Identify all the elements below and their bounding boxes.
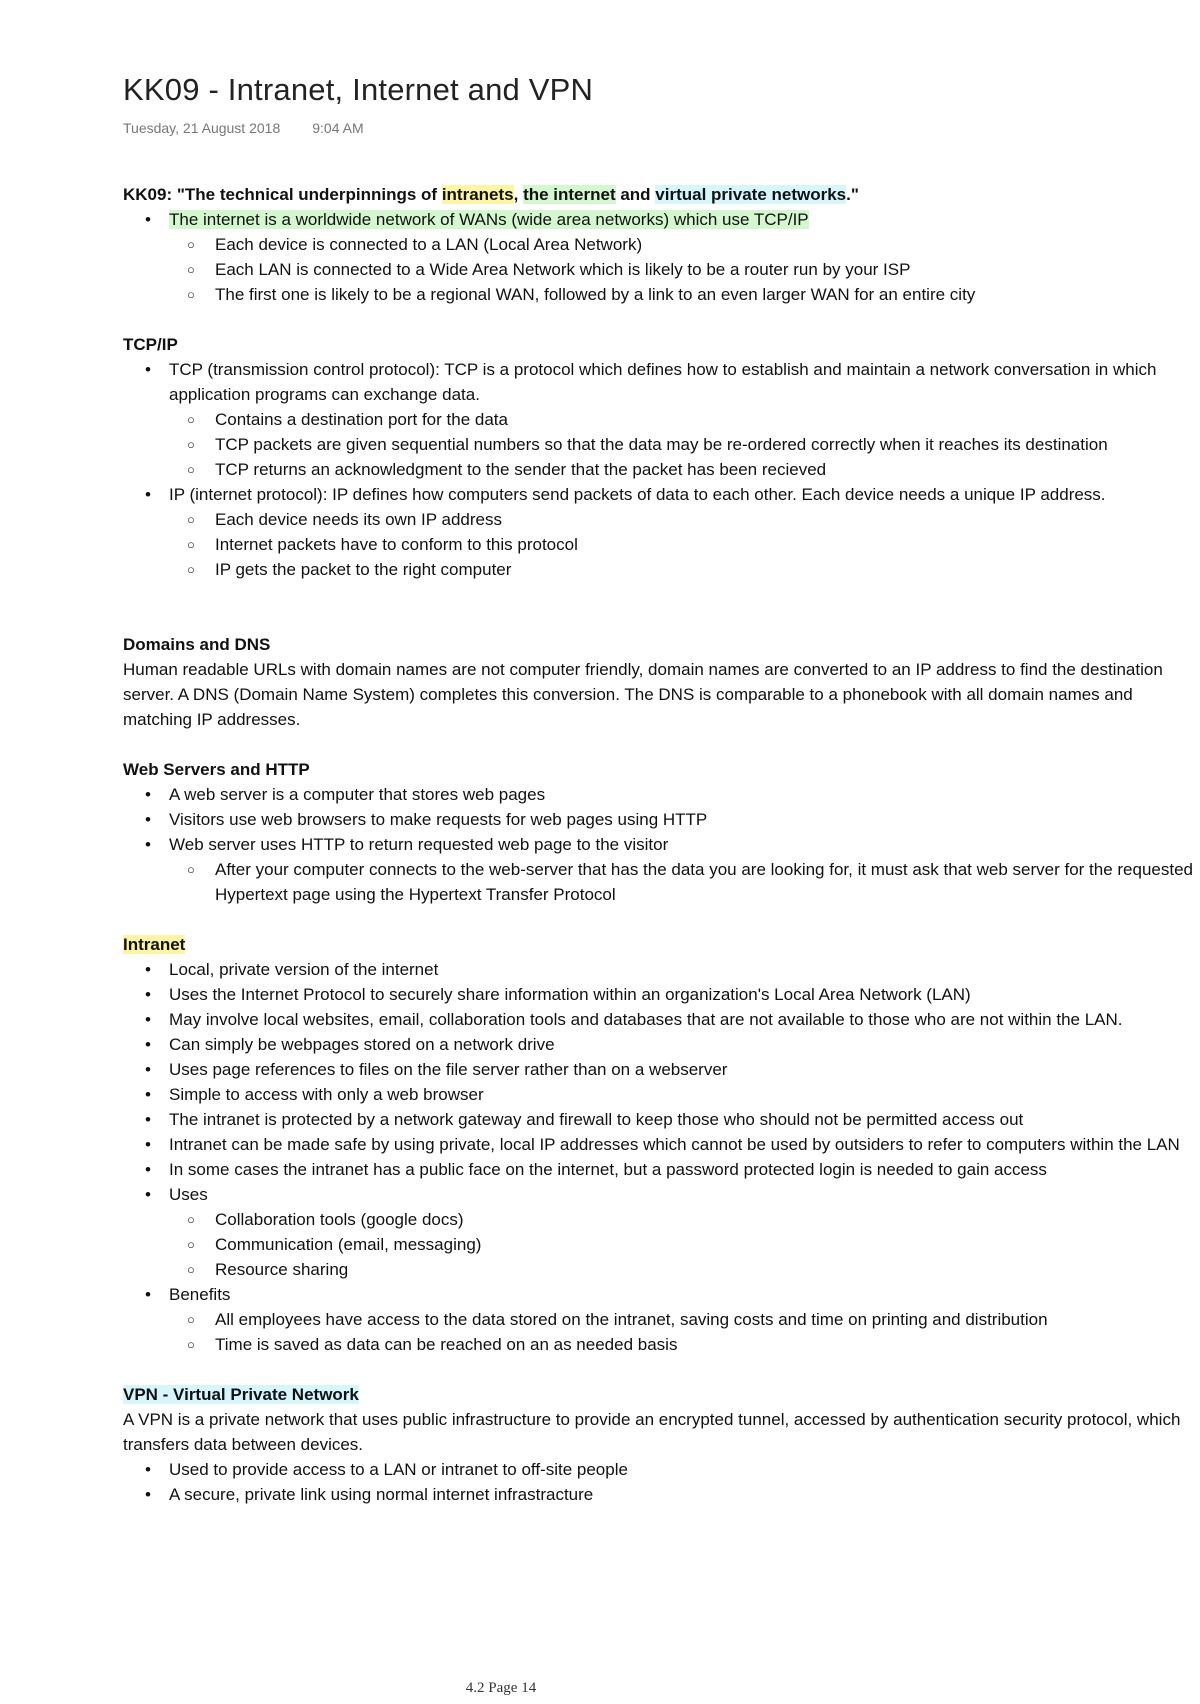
highlight-internet: the internet — [523, 185, 616, 204]
kk09-list — [123, 207, 1193, 307]
tcp-sublist — [169, 407, 1193, 482]
list-item — [123, 1282, 1193, 1357]
list-item: • Intranet can be made safe by using private, local IP addresses which cannot be used by outsiders to refer to computers within the LAN — [123, 1132, 1193, 1157]
intranet-list — [123, 957, 1193, 1357]
kk09-comma: , — [513, 185, 524, 204]
tcp-text: TCP (transmission control protocol): TCP is a protocol which defines how to establish and maintain a network conversation in which application programs can exchange data. — [169, 360, 1157, 404]
vpn-paragraph: A VPN is a private network that uses public infrastructure to provide an encrypted tunnel, accessed by authentication security protocol, which transfers data between devices. — [123, 1410, 1181, 1454]
list-item: • In some cases the intranet has a public face on the internet, but a password protected login is needed to gain access — [123, 1157, 1193, 1182]
page-title: KK09 - Intranet, Internet and VPN — [123, 72, 594, 107]
list-item: • Visitors use web browsers to make requests for web pages using HTTP — [123, 807, 1193, 832]
tcpip-list — [123, 357, 1193, 582]
list-item: • Uses page references to files on the file server rather than on a webserver — [123, 1057, 1193, 1082]
list-item: ○ Collaboration tools (google docs) — [123, 1207, 1193, 1232]
page-date: Tuesday, 21 August 2018 — [123, 120, 281, 136]
note-content — [123, 182, 1193, 1507]
list-item: ○ Time is saved as data can be reached on an as needed basis — [123, 1332, 1193, 1357]
list-item: • Used to provide access to a LAN or intranet to off-site people — [123, 1457, 1193, 1482]
vpn-heading — [123, 1382, 1193, 1407]
list-item: ○ The first one is likely to be a regional WAN, followed by a link to an even larger WAN for an entire city — [123, 282, 1193, 307]
list-item: ○ After your computer connects to the web-server that has the data you are looking for, it must ask that web server for the requested Hypertext page using the Hypertext Transfer Protocol — [123, 857, 1193, 907]
web-heading: Web Servers and HTTP — [123, 760, 310, 779]
list-item: • Can simply be webpages stored on a network drive — [123, 1032, 1193, 1057]
internet-definition: The internet is a worldwide network of WANs (wide area networks) which use TCP/IP — [169, 210, 809, 229]
kk09-sublist — [169, 232, 1193, 307]
kk09-prefix: KK09: "The technical underpinnings of — [123, 185, 442, 204]
kk09-and: and — [615, 185, 656, 204]
list-item: ○ Communication (email, messaging) — [123, 1232, 1193, 1257]
kk09-suffix: ." — [846, 185, 859, 204]
list-item: • A web server is a computer that stores web pages — [123, 782, 1193, 807]
highlight-vpn: virtual private networks — [655, 185, 847, 204]
list-item: • The intranet is protected by a network gateway and firewall to keep those who should not be permitted access out — [123, 1107, 1193, 1132]
ip-text: IP (internet protocol): IP defines how computers send packets of data to each other. Each device needs a unique IP address. — [169, 485, 1106, 504]
document-page — [123, 70, 1193, 1507]
benefits-label: Benefits — [169, 1285, 231, 1304]
intranet-heading — [123, 932, 1193, 957]
web-list — [123, 782, 1193, 907]
list-item: • Uses the Internet Protocol to securely share information within an organization's Local Area Network (LAN) — [123, 982, 1193, 1007]
list-item: ○ IP gets the packet to the right computer — [123, 557, 1193, 582]
benefits-sublist — [169, 1307, 1193, 1357]
kk09-heading — [123, 182, 1193, 207]
uses-sublist — [169, 1207, 1193, 1282]
intranet-heading-text: Intranet — [123, 935, 186, 954]
page-number: 4.2 Page 14 — [465, 1680, 537, 1696]
list-item: ○ All employees have access to the data stored on the intranet, saving costs and time on printing and distribution — [123, 1307, 1193, 1332]
list-item: • A secure, private link using normal internet infrastracture — [123, 1482, 1193, 1507]
list-item — [123, 832, 1193, 907]
list-item — [123, 357, 1193, 482]
uses-label: Uses — [169, 1185, 208, 1204]
list-item: • May involve local websites, email, collaboration tools and databases that are not available to those who are not within the LAN. — [123, 1007, 1193, 1032]
list-item: • Simple to access with only a web browser — [123, 1082, 1193, 1107]
list-item — [123, 482, 1193, 582]
ip-sublist — [169, 507, 1193, 582]
vpn-list — [123, 1457, 1193, 1507]
list-item: ○ Resource sharing — [123, 1257, 1193, 1282]
list-item: ○ Each LAN is connected to a Wide Area Network which is likely to be a router run by your ISP — [123, 257, 1193, 282]
list-item: ○ TCP packets are given sequential numbers so that the data may be re-ordered correctly when it reaches its destination — [123, 432, 1193, 457]
highlight-intranets: intranets — [441, 185, 514, 204]
list-item: ○ Internet packets have to conform to this protocol — [123, 532, 1193, 557]
list-item: ○ Contains a destination port for the data — [123, 407, 1193, 432]
tcpip-heading: TCP/IP — [123, 335, 178, 354]
list-item: ○ Each device is connected to a LAN (Local Area Network) — [123, 232, 1193, 257]
web-item-text: Web server uses HTTP to return requested web page to the visitor — [169, 835, 669, 854]
list-item: • Local, private version of the internet — [123, 957, 1193, 982]
vpn-heading-text: VPN - Virtual Private Network — [123, 1385, 359, 1404]
list-item — [123, 1182, 1193, 1282]
page-time: 9:04 AM — [312, 120, 364, 136]
list-item: ○ Each device needs its own IP address — [123, 507, 1193, 532]
page-meta — [123, 120, 1193, 140]
web-sublist — [169, 857, 1193, 907]
page-footer — [0, 1680, 1200, 1697]
dns-paragraph: Human readable URLs with domain names are not computer friendly, domain names are converted to an IP address to find the destination server. A DNS (Domain Name System) completes this conversion. The DNS is comparable to a phonebook with all domain names and matching IP addresses. — [123, 660, 1163, 729]
dns-heading: Domains and DNS — [123, 635, 271, 654]
list-item: ○ TCP returns an acknowledgment to the sender that the packet has been recieved — [123, 457, 1193, 482]
list-item — [123, 207, 1193, 307]
